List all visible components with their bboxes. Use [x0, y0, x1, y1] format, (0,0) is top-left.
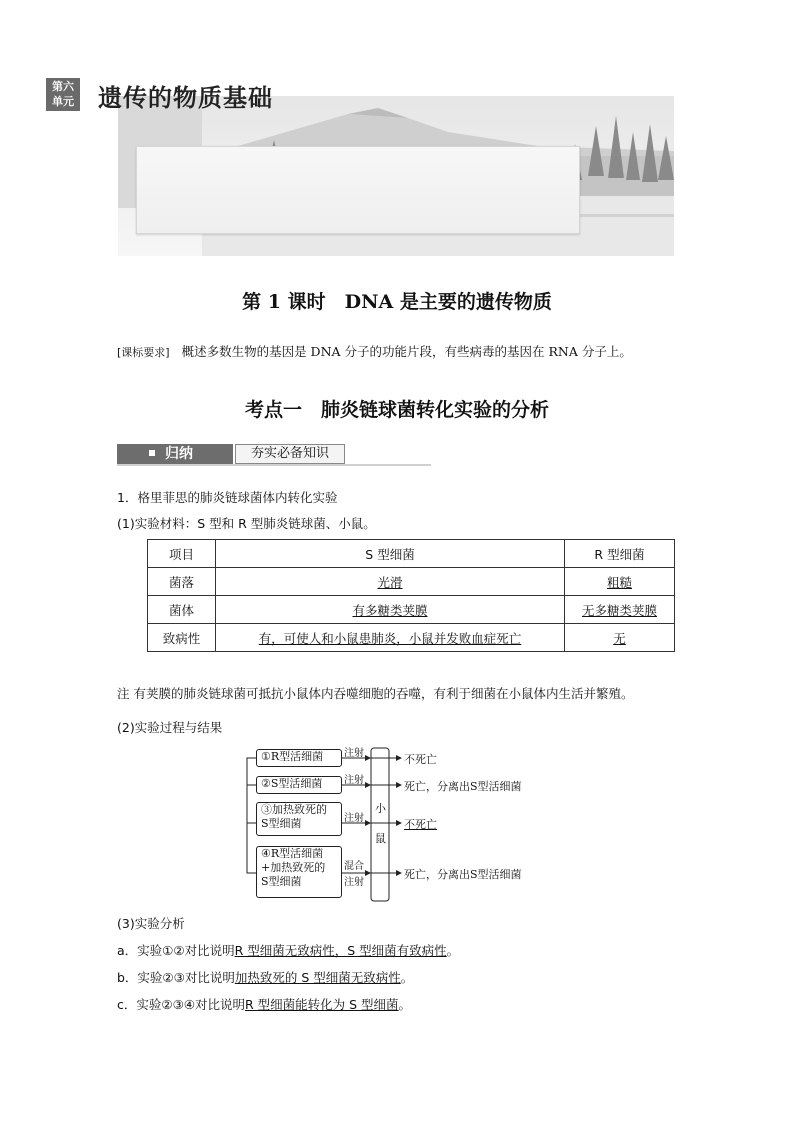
table-header-row: [148, 540, 675, 568]
analysis-suffix: 。: [446, 943, 460, 958]
table-cell: [565, 568, 675, 596]
section-bar-underline: [117, 464, 431, 466]
process-heading: (2)实验过程与结果: [117, 720, 223, 735]
lesson-title: 第 1 课时 DNA 是主要的遗传物质: [242, 291, 552, 313]
unit-badge: [46, 78, 80, 111]
table-cell-answer: 有，可使人和小鼠患肺炎，小鼠并发败血症死亡: [258, 630, 522, 646]
mouse-label-1: 小: [375, 802, 386, 815]
point-heading: 1．格里菲思的肺炎链球菌体内转化实验: [117, 490, 338, 505]
table-row: [148, 624, 675, 652]
analysis-suffix: 。: [398, 997, 412, 1012]
table-cell-answer: 无多糖类荚膜: [581, 602, 657, 618]
table-cell-answer: 无: [613, 630, 626, 646]
group-4-line2: +加热致死的: [261, 861, 326, 874]
table-cell: 致病性: [148, 624, 216, 652]
square-bullet-icon: [149, 450, 155, 456]
table-cell: [216, 596, 565, 624]
inject-label: 注射: [344, 877, 364, 888]
group-1-box: ①R型活细菌: [256, 749, 342, 767]
table-cell: 菌落: [148, 568, 216, 596]
table-cell: 菌体: [148, 596, 216, 624]
banner-card: [136, 146, 580, 234]
section-title: 考点一 肺炎链球菌转化实验的分析: [244, 399, 549, 421]
inject-label: 注射: [344, 813, 364, 824]
unit-badge-line2: 单元: [52, 95, 74, 108]
table-cell: [216, 568, 565, 596]
unit-badge-line1: 第六: [52, 80, 74, 93]
analysis-suffix: 。: [400, 970, 414, 985]
group-3-box: [256, 802, 342, 836]
table-cell: [565, 624, 675, 652]
mouse-label-2: 鼠: [375, 832, 386, 845]
group-3-line2: S型细菌: [261, 817, 302, 830]
group-4-line1: ④R型活细菌: [261, 847, 324, 860]
unit-title: 遗传的物质基础: [98, 84, 273, 112]
table-cell-answer: 有多糖类荚膜: [352, 602, 428, 618]
group-4-line3: S型细菌: [261, 875, 302, 888]
analysis-line-a: [117, 941, 459, 959]
result-1: 不死亡: [404, 753, 437, 766]
table-header-cell: S 型细菌: [216, 540, 565, 568]
materials-line: (1)实验材料：S 型和 R 型肺炎链球菌、小鼠。: [117, 516, 376, 531]
summary-tag-label: 归纳: [165, 446, 193, 462]
table-row: [148, 568, 675, 596]
analysis-heading: (3)实验分析: [117, 916, 185, 931]
inject-label: 注射: [344, 775, 364, 786]
curriculum-requirement: [117, 342, 632, 360]
table-cell: [565, 596, 675, 624]
table-cell-answer: 光滑: [377, 574, 403, 590]
table-cell-answer: 粗糙: [606, 574, 632, 590]
bacteria-comparison-table: [147, 539, 675, 652]
summary-tag: [117, 444, 233, 464]
curriculum-tag: [课标要求]: [117, 346, 170, 359]
mix-label: 混合: [344, 861, 364, 872]
analysis-line-c: [117, 995, 411, 1013]
group-4-box: [256, 846, 342, 898]
table-header-cell: R 型细菌: [565, 540, 675, 568]
table-cell: [216, 624, 565, 652]
group-2-box: ②S型活细菌: [256, 776, 342, 794]
experiment-flow-diagram: [240, 740, 560, 905]
table-row: [148, 596, 675, 624]
knowledge-tag: 夯实必备知识: [235, 444, 345, 464]
unit-banner: [118, 96, 674, 256]
result-4: 死亡，分离出S型活细菌: [404, 868, 522, 881]
analysis-prefix: b．实验②③对比说明: [117, 970, 235, 985]
result-2: 死亡，分离出S型活细菌: [404, 780, 522, 793]
curriculum-text: 概述多数生物的基因是 DNA 分子的功能片段，有些病毒的基因在 RNA 分子上。: [181, 344, 632, 359]
analysis-answer: 加热致死的 S 型细菌无致病性: [234, 970, 401, 985]
analysis-prefix: a．实验①②对比说明: [117, 943, 235, 958]
inject-label: 注射: [344, 748, 364, 759]
analysis-prefix: c．实验②③④对比说明: [117, 997, 245, 1012]
section-bar: [117, 444, 431, 466]
analysis-line-b: [117, 968, 413, 986]
group-3-line1: ③加热致死的: [261, 803, 327, 816]
note: 注 有荚膜的肺炎链球菌可抵抗小鼠体内吞噬细胞的吞噬，有利于细菌在小鼠体内生活并繁殖。: [117, 686, 634, 701]
analysis-answer: R 型细菌能转化为 S 型细菌: [245, 997, 399, 1012]
result-3: 不死亡: [404, 818, 437, 831]
table-header-cell: 项目: [148, 540, 216, 568]
analysis-answer: R 型细菌无致病性，S 型细菌有致病性: [234, 943, 447, 958]
